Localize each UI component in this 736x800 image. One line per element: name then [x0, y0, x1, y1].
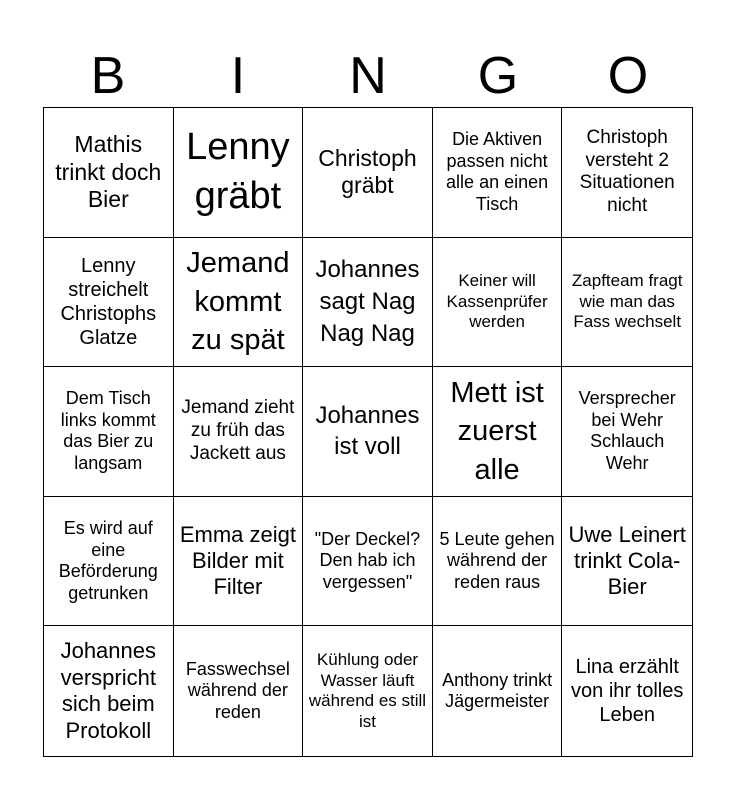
header-letter-g: G	[477, 47, 519, 105]
bingo-cell[interactable]: Es wird auf eine Beförderung getrunken	[44, 497, 174, 627]
bingo-cell[interactable]: Lenny streichelt Christophs Glatze	[44, 238, 174, 368]
bingo-cell[interactable]: Lenny gräbt	[174, 108, 304, 238]
bingo-cell[interactable]: Die Aktiven passen nicht alle an einen Tisch	[433, 108, 563, 238]
bingo-cell[interactable]: Christoph gräbt	[303, 108, 433, 238]
bingo-grid	[43, 107, 693, 757]
bingo-cell[interactable]: Uwe Leinert trinkt Cola-Bier	[562, 497, 692, 627]
header-letter-i: I	[230, 47, 246, 105]
bingo-cell[interactable]: Christoph versteht 2 Situationen nicht	[562, 108, 692, 238]
bingo-cell[interactable]: "Der Deckel? Den hab ich vergessen"	[303, 497, 433, 627]
header-letter-n: N	[349, 47, 387, 105]
bingo-cell[interactable]: Zapfteam fragt wie man das Fass wechselt	[562, 238, 692, 368]
bingo-cell[interactable]: Lina erzählt von ihr tolles Leben	[571, 656, 684, 727]
header-letter-o: O	[607, 47, 649, 105]
bingo-cell[interactable]: Dem Tisch links kommt das Bier zu langsam	[44, 367, 174, 497]
bingo-cell[interactable]: 5 Leute gehen während der reden raus	[433, 497, 563, 627]
bingo-cell[interactable]: Fasswechsel während der reden	[174, 626, 304, 756]
bingo-cell[interactable]: Mathis trinkt doch Bier	[44, 108, 174, 238]
bingo-cell[interactable]: Versprecher bei Wehr Schlauch Wehr	[562, 367, 692, 497]
bingo-cell[interactable]: Jemand zieht zu früh das Jackett aus	[174, 367, 304, 497]
bingo-cell[interactable]: Jemand kommt zu spät	[174, 238, 304, 368]
bingo-cell[interactable]: Johannes verspricht sich beim Protokoll	[44, 626, 174, 756]
bingo-cell[interactable]: Anthony trinkt Jägermeister	[433, 626, 563, 756]
header-letter-b: B	[90, 47, 126, 105]
bingo-header	[43, 46, 693, 106]
bingo-cell[interactable]: Emma zeigt Bilder mit Filter	[174, 497, 304, 627]
bingo-cell[interactable]: Kühlung oder Wasser läuft während es still ist	[303, 626, 433, 756]
bingo-cell[interactable]: Johannes ist voll	[303, 367, 433, 497]
bingo-cell[interactable]: Johannes sagt Nag Nag Nag	[303, 238, 433, 368]
bingo-cell[interactable]: Mett ist zuerst alle	[433, 367, 563, 497]
bingo-cell[interactable]: Keiner will Kassenprüfer werden	[433, 238, 563, 368]
